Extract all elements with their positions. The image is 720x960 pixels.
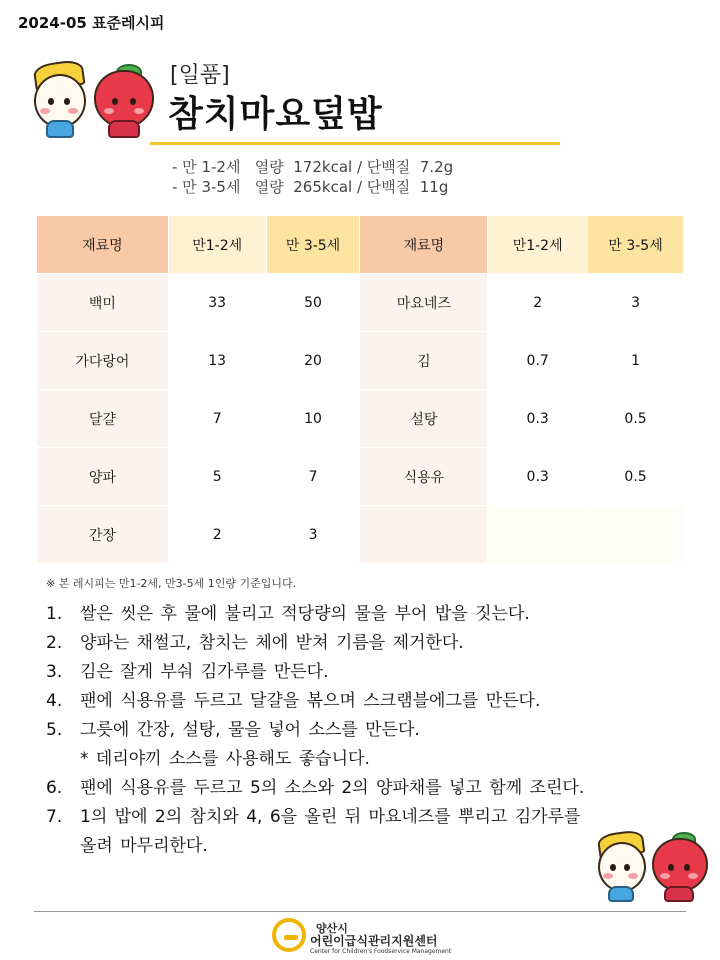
org-city: 양산시: [316, 922, 348, 935]
org-name: 어린이급식관리지원센터: [310, 934, 438, 948]
amount-cell: 3: [266, 506, 360, 564]
step-number: [46, 745, 80, 774]
step-number: 6.: [46, 778, 63, 798]
step-text: 1의 밥에 2의 참치와 4, 6을 올린 뒤 마요네즈를 뿌리고 김가루를: [80, 807, 581, 827]
column-header: 만1-2세: [488, 216, 588, 274]
document-header-label: 2024-05 표준레시피: [18, 14, 165, 32]
amount-cell: 0.5: [588, 448, 684, 506]
amount-cell: 20: [266, 332, 360, 390]
amount-cell: 7: [168, 390, 266, 448]
ingredient-name: 식용유: [360, 448, 488, 506]
list-item: [46, 745, 686, 774]
table-row: [37, 506, 684, 564]
step-number: 1.: [46, 604, 63, 624]
nutrition-age-3-5: - 만 3-5세 열량 265kcal / 단백질 11g: [172, 178, 449, 196]
list-item: [46, 687, 686, 716]
amount-cell: 2: [168, 506, 266, 564]
column-header: 만1-2세: [168, 216, 266, 274]
ingredient-name: 김: [360, 332, 488, 390]
center-logo-icon: [272, 918, 306, 952]
column-header: 만 3-5세: [588, 216, 684, 274]
amount-cell: 10: [266, 390, 360, 448]
ingredient-name: 간장: [37, 506, 169, 564]
mascot-bottom-icon: [594, 830, 714, 910]
column-header: 재료명: [360, 216, 488, 274]
column-header: 만 3-5세: [266, 216, 360, 274]
ingredient-name: 설탕: [360, 390, 488, 448]
amount-cell: 0.5: [588, 390, 684, 448]
amount-cell: [488, 506, 588, 564]
footer-divider: [34, 911, 686, 912]
step-number: 3.: [46, 662, 63, 682]
ingredient-name: 백미: [37, 274, 169, 332]
list-item: [46, 600, 686, 629]
step-text: 쌀은 씻은 후 물에 불리고 적당량의 물을 부어 밥을 짓는다.: [80, 604, 530, 624]
step-text: * 데리야끼 소스를 사용해도 좋습니다.: [80, 749, 370, 769]
step-text: 올려 마무리한다.: [80, 836, 208, 856]
amount-cell: 7: [266, 448, 360, 506]
amount-cell: 1: [588, 332, 684, 390]
list-item: [46, 832, 686, 861]
step-text: 그릇에 간장, 설탕, 물을 넣어 소스를 만든다.: [80, 720, 420, 740]
step-number: 7.: [46, 807, 63, 827]
amount-cell: 50: [266, 274, 360, 332]
amount-cell: 3: [588, 274, 684, 332]
amount-cell: 2: [488, 274, 588, 332]
recipe-category: [일품]: [170, 63, 230, 88]
table-header-row: [37, 216, 684, 274]
list-item: [46, 629, 686, 658]
amount-cell: 13: [168, 332, 266, 390]
ingredient-name: 양파: [37, 448, 169, 506]
amount-cell: 0.3: [488, 390, 588, 448]
step-text: 팬에 식용유를 두르고 달걀을 볶으며 스크램블에그를 만든다.: [80, 691, 541, 711]
table-row: [37, 332, 684, 390]
ingredient-name: 가다랑어: [37, 332, 169, 390]
amount-cell: 0.7: [488, 332, 588, 390]
serving-note: ※ 본 레시피는 만1-2세, 만3-5세 1인량 기준입니다.: [46, 577, 297, 590]
recipe-steps: [46, 600, 686, 861]
list-item: [46, 774, 686, 803]
title-underline: [150, 142, 560, 145]
step-number: 4.: [46, 691, 63, 711]
step-number: 5.: [46, 720, 63, 740]
mascot-top-icon: [28, 60, 158, 140]
amount-cell: [588, 506, 684, 564]
org-english-name: Center for Children's Foodservice Management: [310, 948, 452, 955]
list-item: [46, 803, 686, 832]
ingredient-name: [360, 506, 488, 564]
list-item: [46, 658, 686, 687]
amount-cell: 33: [168, 274, 266, 332]
step-number: 2.: [46, 633, 63, 653]
step-text: 팬에 식용유를 두르고 5의 소스와 2의 양파채를 넣고 함께 조린다.: [80, 778, 585, 798]
step-text: 양파는 채썰고, 참치는 체에 받쳐 기름을 제거한다.: [80, 633, 464, 653]
list-item: [46, 716, 686, 745]
ingredient-name: 마요네즈: [360, 274, 488, 332]
table-row: [37, 448, 684, 506]
amount-cell: 5: [168, 448, 266, 506]
ingredient-name: 달걀: [37, 390, 169, 448]
step-text: 김은 잘게 부숴 김가루를 만든다.: [80, 662, 329, 682]
column-header: 재료명: [37, 216, 169, 274]
table-row: [37, 274, 684, 332]
recipe-title: 참치마요덮밥: [168, 94, 383, 135]
amount-cell: 0.3: [488, 448, 588, 506]
table-row: [37, 390, 684, 448]
ingredient-table: [36, 215, 684, 564]
step-number: [46, 832, 80, 861]
nutrition-age-1-2: - 만 1-2세 열량 172kcal / 단백질 7.2g: [172, 158, 454, 176]
